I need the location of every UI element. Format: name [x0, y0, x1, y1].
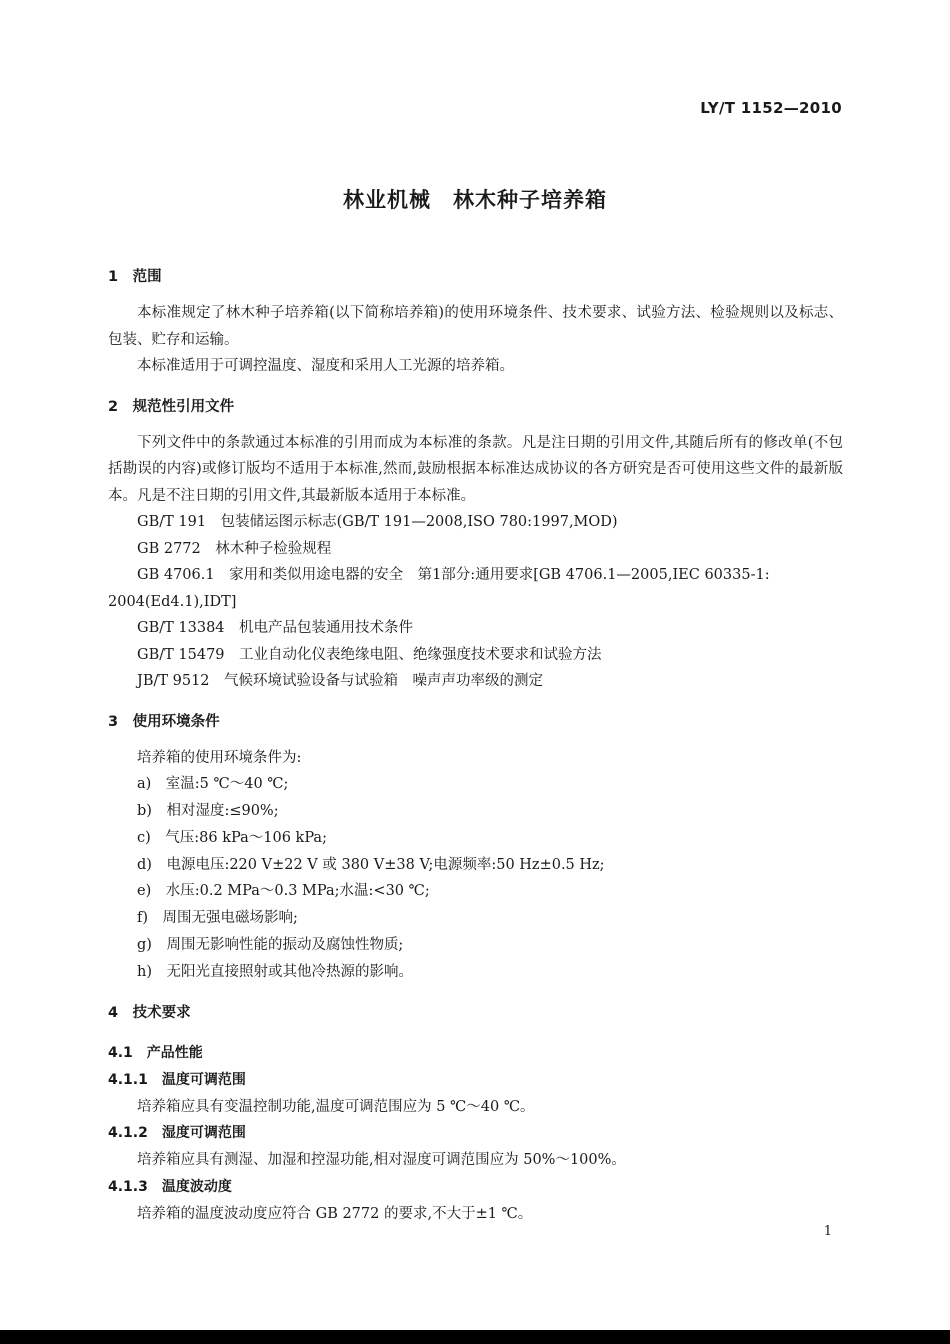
- section-3-intro: 培养箱的使用环境条件为:: [137, 749, 302, 766]
- section-4-1-heading: 4.1 产品性能: [108, 1044, 203, 1061]
- section-1-paragraph-1: 本标准规定了林木种子培养箱(以下简称培养箱)的使用环境条件、技术要求、试验方法、检验规则以及标志、包装、贮存和运输。: [108, 305, 843, 348]
- section-3-heading: 3 使用环境条件: [108, 713, 220, 730]
- page-number: 1: [823, 1224, 832, 1239]
- section-2-paragraph: 下列文件中的条款通过本标准的引用而成为本标准的条款。凡是注日期的引用文件,其随后所有的修改单(不包括勘误的内容)或修订版均不适用于本标准,然而,鼓励根据本标准达成协议的各方研究是否可使用这些文件的最新版本。凡是不注日期的引用文件,其最新版本适用于本标准。: [108, 434, 843, 504]
- section-4-1-3-heading: 4.1.3 温度波动度: [108, 1178, 232, 1195]
- condition-list-item: d) 电源电压:220 V±22 V 或 380 V±38 V;电源频率:50 Hz±0.5 Hz;: [137, 856, 605, 873]
- condition-list-item: e) 水压:0.2 MPa～0.3 MPa;水温:<30 ℃;: [137, 883, 430, 900]
- condition-list-item: h) 无阳光直接照射或其他冷热源的影响。: [137, 963, 413, 980]
- standard-code: LY/T 1152—2010: [700, 99, 842, 117]
- section-4-1-1-heading: 4.1.1 温度可调范围: [108, 1071, 246, 1088]
- section-4-1-3-text: 培养箱的温度波动度应符合 GB 2772 的要求,不大于±1 ℃。: [137, 1205, 533, 1222]
- section-4-1-2-text: 培养箱应具有测湿、加湿和控湿功能,相对湿度可调范围应为 50%～100%。: [137, 1152, 626, 1169]
- reference-item: GB 2772 林木种子检验规程: [137, 540, 332, 557]
- section-4-1-1-text: 培养箱应具有变温控制功能,温度可调范围应为 5 ℃～40 ℃。: [137, 1098, 535, 1115]
- document-title: 林业机械 林木种子培养箱: [343, 188, 607, 212]
- reference-item: GB/T 15479 工业自动化仪表绝缘电阻、绝缘强度技术要求和试验方法: [137, 646, 602, 663]
- reference-item: GB/T 191 包装储运图示标志(GB/T 191—2008,ISO 780:1997,MOD): [137, 514, 618, 530]
- document-body: [108, 264, 843, 1227]
- condition-list-item: a) 室温:5 ℃～40 ℃;: [137, 776, 289, 793]
- condition-list-item: g) 周围无影响性能的振动及腐蚀性物质;: [137, 937, 404, 954]
- bottom-border: [0, 1330, 950, 1344]
- condition-list-item: c) 气压:86 kPa～106 kPa;: [137, 829, 327, 846]
- reference-item: GB/T 13384 机电产品包装通用技术条件: [137, 620, 414, 636]
- condition-list-item: f) 周围无强电磁场影响;: [137, 910, 298, 927]
- section-4-1-2-heading: 4.1.2 湿度可调范围: [108, 1125, 246, 1142]
- section-4-heading: 4 技术要求: [108, 1004, 191, 1021]
- section-1-heading: 1 范围: [108, 269, 162, 285]
- section-1-paragraph-2: 本标准适用于可调控温度、湿度和采用人工光源的培养箱。: [137, 358, 514, 374]
- reference-item: JB/T 9512 气候环境试验设备与试验箱 噪声声功率级的测定: [137, 673, 544, 689]
- condition-list-item: b) 相对湿度:≤90%;: [137, 803, 279, 820]
- section-2-heading: 2 规范性引用文件: [108, 398, 235, 415]
- reference-item: GB 4706.1 家用和类似用途电器的安全 第1部分:通用要求[GB 4706.1—2005,IEC 60335-1: 2004(Ed4.1),IDT]: [108, 567, 770, 610]
